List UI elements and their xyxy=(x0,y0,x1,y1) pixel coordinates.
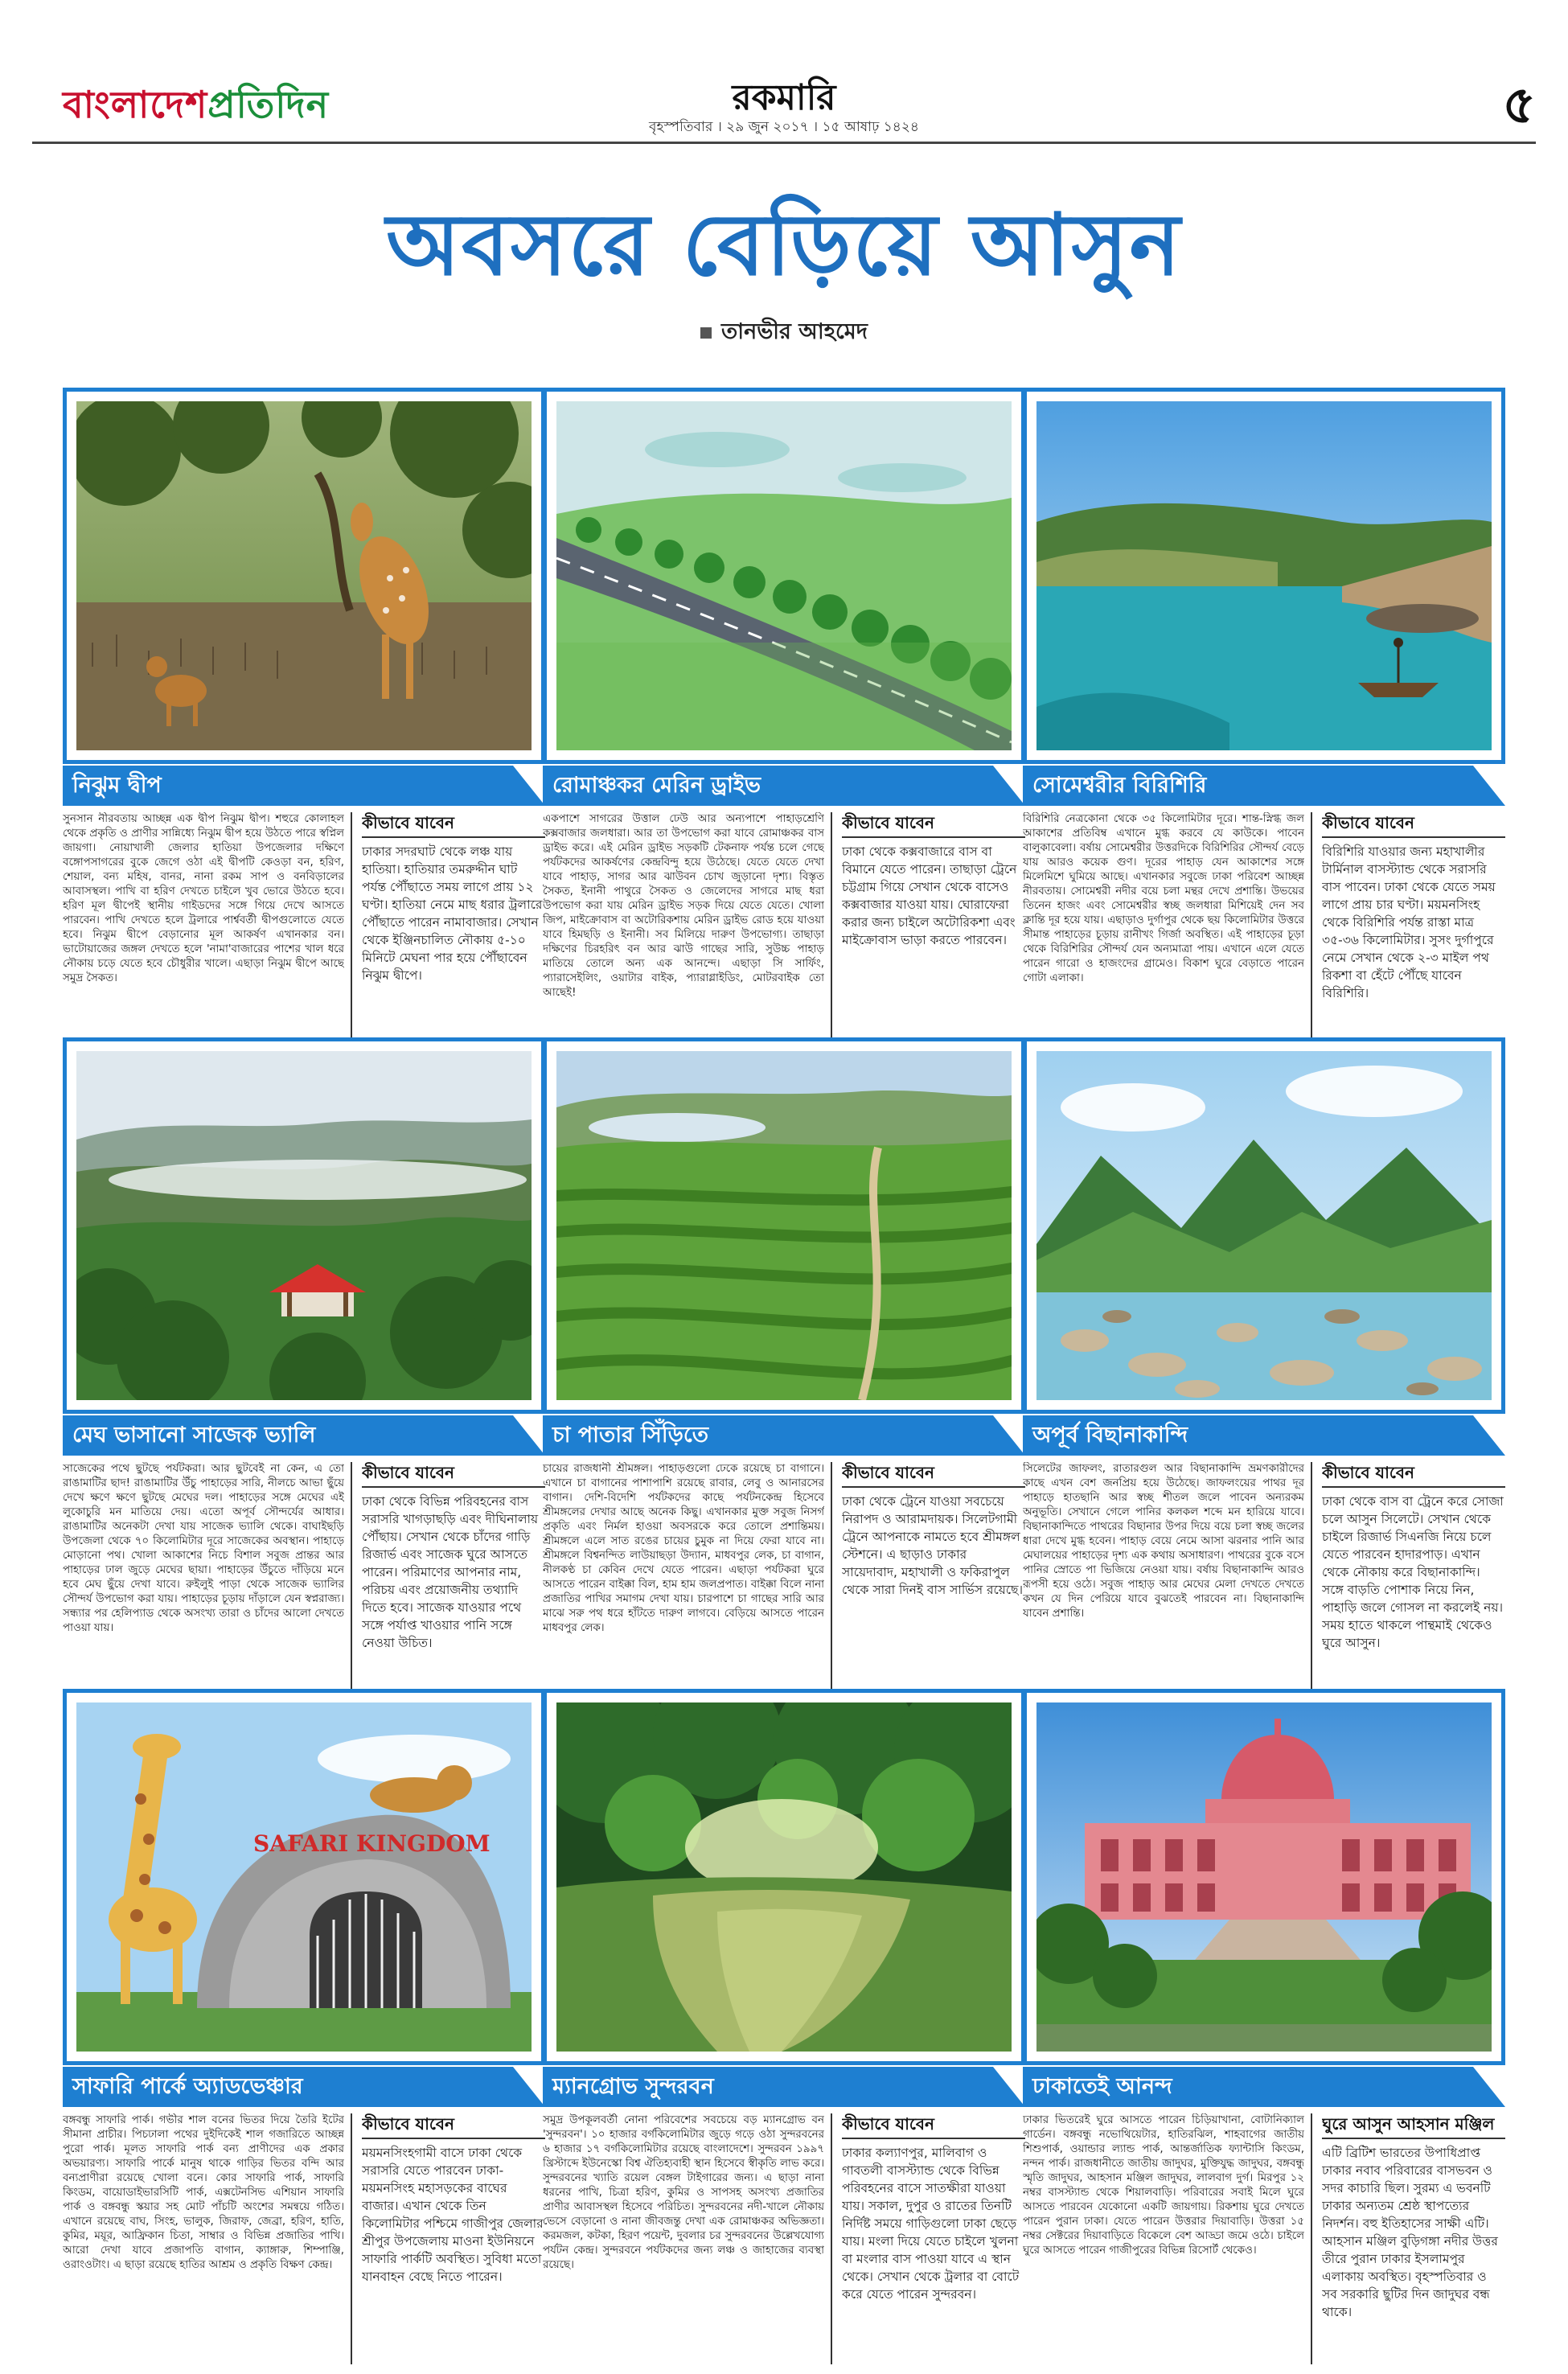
how-to-go-text: ঢাকা থেকে ট্রেনে যাওয়া সবচেয়ে নিরাপদ ও আরামদায়ক। সিলেটগামী ট্রেনে আপনাকে নামতে হবে শ্রীমঙ্গল স্টেশনে। এ ছাড়াও ঢাকার সায়েদাবাদ, মহাখালী ও ফকিরাপুল থেকে সারা দিনই বাস সার্ভিস রয়েছে। xyxy=(842,1494,1024,1597)
card-title: চা পাতার সিঁড়িতে xyxy=(543,1415,1025,1456)
how-to-go-title: কীভাবে যাবেন xyxy=(362,812,545,838)
how-to-go-box xyxy=(362,812,545,1068)
card-title: নিঝুম দ্বীপ xyxy=(63,766,545,806)
how-to-go-text: ঢাকা থেকে কক্সবাজারে বাস বা বিমানে যেতে পারেন। তাছাড়া ট্রেনে চট্টগ্রাম গিয়ে সেখান থেকে বাসেও কক্সবাজার যাওয়া যায়। ঘোরাফেরা করার জন্য চাইলে অটোরিকশা এবং মাইক্রোবাস ভাড়া করতে পারবেন। xyxy=(842,844,1017,947)
byline-author: তানভীর আহমেদ xyxy=(720,319,868,344)
how-to-go-text: ঢাকার কল্যাণপুর, মালিবাগ ও গাবতলী বাসস্ট্যান্ড থেকে বিভিন্ন পরিবহনের বাসে সাতক্ষীরা যাওয়া যায়। সকাল, দুপুর ও রাতের তিনটি নির্দিষ্ট সময়ে গাড়িগুলো ঢাকা ছেড়ে যায়। মংলা দিয়ে যেতে চাইলে খুলনা বা মংলার বাস পাওয়া যাবে এ স্থান থেকে। সেখান থেকে ট্রলার বা বোটে করে যেতে পারেন সুন্দরবন। xyxy=(842,2146,1020,2302)
photo-frame xyxy=(1023,1037,1505,1414)
card-title: রোমাঞ্চকর মেরিন ড্রাইভ xyxy=(543,766,1025,806)
river-boat-photo[interactable] xyxy=(1036,401,1492,750)
how-to-go-title: কীভাবে যাবেন xyxy=(1322,812,1505,838)
card-title: মেঘ ভাসানো সাজেক ভ্যালি xyxy=(63,1415,545,1456)
card-body-text: চায়ের রাজধানী শ্রীমঙ্গল। পাহাড়গুলো ঢেকে রয়েছে চা বাগানে। এখানে চা বাগানের পাশাপাশি রয়েছে রাবার, লেবু ও আনারসের বাগান। দেশি-বিদেশি পর্যটকদের কাছে পর্যটনকেন্দ্র হিসেবে শ্রীমঙ্গলের দেখার আছে অনেক কিছু। এখানকার মুক্ত সবুজ নিসর্গ প্রকৃতি এবং নির্মল হাওয়া অবসরকে করে তোলে প্রশান্তিময়। শ্রীমঙ্গলে এলে সাত রঙের চায়ের চুমুক না দিয়ে ফেরা যাবে না। শ্রীমঙ্গলে বিশ্বনন্দিত লাউয়াছড়া উদ্যান, মাধবপুর লেক, চা বাগান, নীলকণ্ঠ চা কেবিন দেখে যেতে পারেন। এছাড়া পর্যটকরা ঘুরে আসতে পারেন বাইক্কা বিল, হাম হাম জলপ্রপাত। বাইক্কা বিলে নানা প্রজাতির পাখির সমাগম দেখা যায়। চারপাশে চা গাছের সারি আর মাঝে সরু পথ ধরে হাঁটতে দারুণ লাগবে। বেড়িয়ে আসতে পারেন মাধবপুর লেক। xyxy=(543,1463,824,1634)
card-body-text: একপাশে সাগরের উত্তাল ঢেউ আর অন্যপাশে পাহাড়শ্রেণি কক্সবাজার জলধারা। আর তা উপভোগ করা যাবে রোমাঞ্চকর বাস ড্রাইভ করে। এই মেরিন ড্রাইভ সড়কটি টেকনাফ পর্যন্ত চলে গেছে পর্যটকদের আকর্ষণের কেন্দ্রবিন্দু হয়ে উঠেছে। যেতে যেতে দেখা যাবে পাহাড়, সাগর আর ঝাউবন চোখ জুড়ানো দৃশ্য। বিস্তৃত সৈকত, ইনানী পাথুরে সৈকত ও জেলেদের সাগরে মাছ ধরা উপভোগ করা যায় মেরিন ড্রাইভ সড়ক দিয়ে যেতে যেতে। খোলা জিপ, মাইক্রোবাস বা অটোরিকশায় মেরিন ড্রাইভ রোড হয়ে যাওয়া যাবে হিমছড়ি ও ইনানী। সব মিলিয়ে দারুণ উপভোগ্য। তাছাড়া দক্ষিণের চিরহরিৎ বন আর ঝাউ গাছের সারি, সুউচ্চ পাহাড় মাতিয়ে তোলে অন্য এক আনন্দে। এছাড়া সি সার্ফিং, প্যারাসেইলিং, ওয়াটার বাইক, প্যারাগ্লাইডিং, মোটরবাইক তো আছেই! xyxy=(543,813,824,999)
how-to-go-title: কীভাবে যাবেন xyxy=(1322,1462,1505,1488)
column-divider xyxy=(1311,2113,1312,2364)
photo-frame xyxy=(1023,1689,1505,2065)
card-body-text: ঢাকার ভিতরেই ঘুরে আসতে পারেন চিড়িয়াখানা, বোটানিক্যাল গার্ডেন। বঙ্গবন্ধু নভোথিয়েটার, হাতিরঝিল, শাহবাগের জাতীয় শিশুপার্ক, ওয়ান্ডার ল্যান্ড পার্ক, আন্তর্জাতিক ফ্যান্টাসি কিংডম, নন্দন পার্ক। রাজধানীতে জাতীয় জাদুঘর, মুক্তিযুদ্ধ জাদুঘর, বঙ্গবন্ধু স্মৃতি জাদুঘর, আহসান মঞ্জিল জাদুঘর, লালবাগ দুর্গ। মিরপুর ১২ নম্বর বাসস্ট্যান্ড থেকে শিয়ালবাড়ি। পরিবারের সবাই মিলে ঘুরে আসতে পারবেন যেকোনো একটি জায়গায়। রিকশায় ঘুরে দেখতে পারেন পুরান ঢাকা। যেতে পারেন উত্তরার দিয়াবাড়ি। উত্তরা ১৫ নম্বর সেক্টরের দিয়াবাড়িতে বিকেলে বেশ আড্ডা জমে ওঠে। চাইলে ঘুরে আসতে পারেন গাজীপুরের বিভিন্ন রিসোর্ট থেকেও। xyxy=(1023,2114,1304,2257)
how-to-go-text: বিরিশিরি যাওয়ার জন্য মহাখালীর টার্মিনাল বাসস্ট্যান্ড থেকে সরাসরি বাস পাবেন। ঢাকা থেকে যেতে সময় লাগে প্রায় চার ঘণ্টা। ময়মনসিংহ থেকে বিরিশিরি পর্যন্ত রাস্তা মাত্র ৩৫-৩৬ কিলোমিটার। সুসং দুর্গাপুরে নেমে সেখান থেকে ২-৩ মাইল পথ রিকশা বা হেঁটে পৌঁছে যাবেন বিরিশিরি। xyxy=(1322,844,1496,1000)
photo-frame xyxy=(543,1037,1025,1414)
how-to-go-box xyxy=(362,2113,545,2369)
photo-frame xyxy=(63,388,545,764)
how-to-go-box xyxy=(362,1462,545,1718)
column-divider xyxy=(351,1462,352,1713)
byline xyxy=(0,315,1568,351)
card-title: অপূর্ব বিছানাকান্দি xyxy=(1023,1415,1505,1456)
card-body-text: সুনসান নীরবতায় আচ্ছন্ন এক দ্বীপ নিঝুম দ্বীপ। শহুরে কোলাহল থেকে প্রকৃতি ও প্রাণীর সান্নিধ্যে নিঝুম দ্বীপ হয়ে উঠতে পারে স্বপ্নিল জায়গা। নোয়াখালী জেলার হাতিয়া উপজেলার দক্ষিণে বঙ্গোপসাগরের বুকে জেগে ওঠা এই দ্বীপটি কেওড়া বন, হরিণ, শেয়াল, বন্য মহিষ, বানর, নানা রকম সাপ ও বনবিড়ালের আবাসস্থল। পাখি বা হরিণ দেখতে চাইলে খুব ভোরে উঠতে হবে। হরিণ মূল দ্বীপেই স্থানীয় গাইডদের সঙ্গে গিয়ে দেখে আসতে পারবেন। পাখি দেখতে হলে ট্রলারে পার্শ্ববর্তী দ্বীপগুলোতে যেতে হবে। নিঝুম দ্বীপে বেড়ানোর মূল আকর্ষণ এখানকার বন। ভাটোয়াজের জঙ্গল দেখতে হলে 'নামা'বাজারের পাশের খাল ধরে নৌকায় চড়ে যেতে হবে চৌধুরীর খালে। এছাড়া নিঝুম দ্বীপে আছে সমুদ্র সৈকত। xyxy=(63,813,344,984)
sajek-hills-photo[interactable] xyxy=(76,1051,532,1400)
how-to-go-text: এটি ব্রিটিশ ভারতের উপাধিপ্রাপ্ত ঢাকার নবাব পরিবারের বাসভবন ও সদর কাচারি ছিল। সুরম্য এ ভবনটি ঢাকার অন্যতম শ্রেষ্ঠ স্থাপত্যের নিদর্শন। বহু ইতিহাসের সাক্ষী এটি। আহসান মঞ্জিল বুড়িগঙ্গা নদীর উত্তর তীরে পুরান ঢাকার ইসলামপুর এলাকায় অবস্থিত। বৃহস্পতিবার ও সব সরকারি ছুটির দিন জাদুঘর বন্ধ থাকে। xyxy=(1322,2146,1498,2319)
how-to-go-title: কীভাবে যাবেন xyxy=(842,812,1025,838)
logo-part-1: বাংলাদেশ xyxy=(63,83,208,126)
how-to-go-box xyxy=(1322,2113,1505,2369)
tea-garden-photo[interactable] xyxy=(556,1051,1012,1400)
how-to-go-text: ময়মনসিংহগামী বাসে ঢাকা থেকে সরাসরি যেতে পারবেন ঢাকা-ময়মনসিংহ মহাসড়কের বাঘের বাজার। এখান থেকে তিন কিলোমিটার পশ্চিমে গাজীপুর জেলার শ্রীপুর উপজেলায় মাওনা ইউনিয়নে সাফারি পার্কটি অবস্থিত। সুবিধা মতো যানবাহন বেছে নিতে পারেন। xyxy=(362,2146,544,2284)
ahsan-manzil-photo[interactable] xyxy=(1036,1702,1492,2052)
column-divider xyxy=(831,812,832,1063)
card-title: ঢাকাতেই আনন্দ xyxy=(1023,2067,1505,2107)
issue-date: বৃহস্পতিবার । ২৯ জুন ২০১৭ । ১৫ আষাঢ় ১৪২৪ xyxy=(649,119,919,135)
column-divider xyxy=(1311,1462,1312,1713)
card-title: সোমেশ্বরীর বিরিশিরি xyxy=(1023,766,1505,806)
bichanakandi-stones-photo[interactable] xyxy=(1036,1051,1492,1400)
how-to-go-title: কীভাবে যাবেন xyxy=(362,2113,545,2139)
sundarbans-river-photo[interactable] xyxy=(556,1702,1012,2052)
card-body-text: সমুদ্র উপকূলবর্তী নোনা পরিবেশের সবচেয়ে বড় ম্যানগ্রোভ বন 'সুন্দরবন'। ১০ হাজার বর্গকিলোমিটার জুড়ে গড়ে ওঠা সুন্দরবনের ৬ হাজার ১৭ বর্গকিলোমিটার রয়েছে বাংলাদেশে। সুন্দরবন ১৯৯৭ খ্রিস্টাব্দে ইউনেস্কো বিশ্ব ঐতিহ্যবাহী স্থান হিসেবে স্বীকৃতি লাভ করে। সুন্দরবনের খ্যাতি রয়েল বেঙ্গল টাইগারের জন্য। এ ছাড়া নানা ধরনের পাখি, চিত্রা হরিণ, কুমির ও সাপসহ অসংখ্য প্রজাতির প্রাণীর আবাসস্থল হিসেবে পরিচিত। সুন্দরবনের নদী-খালে নৌকায় ভেসে বেড়ানো ও নানা জীবজন্তু দেখা এক রোমাঞ্চকর অভিজ্ঞতা। করমজল, কটকা, হিরণ পয়েন্ট, দুবলার চর সুন্দরবনের উল্লেখযোগ্য পর্যটন কেন্দ্র। সুন্দরবনে পর্যটকদের জন্য লঞ্চ ও জাহাজের ব্যবস্থা রয়েছে। xyxy=(543,2114,824,2271)
photo-frame xyxy=(543,388,1025,764)
column-divider xyxy=(831,1462,832,1713)
byline-bullet-icon xyxy=(700,327,712,339)
how-to-go-box xyxy=(842,1462,1025,1718)
column-divider xyxy=(1311,812,1312,1063)
photo-frame xyxy=(63,1037,545,1414)
card-body-text: সিলেটের জাফলং, রাতারগুল আর বিছানাকান্দি ভ্রমণকারীদের কাছে এখন বেশ জনপ্রিয় হয়ে উঠেছে। জাফলংয়ের পাথর দূর পাহাড়ে হাতছানি আর স্বচ্ছ শীতল জলে পাবেন অন্যরকম অনুভূতি। সেখানে গেলে পানির কলকল শব্দে মন হারিয়ে যাবে। বিছানাকান্দিতে পাথরের বিছানার উপর দিয়ে বয়ে চলা স্বচ্ছ জলের ধারা দেখে মুগ্ধ হবেন। পাহাড় বেয়ে নেমে আসা ঝরনার পানি আর মেঘালয়ের পাহাড়ের দৃশ্য এক কথায় অসাধারণ। পাথরের বুকে বসে পানির স্রোতে পা ভিজিয়ে নেওয়া যায়। বর্ষায় বিছানাকান্দি আরও রূপসী হয়ে ওঠে। সবুজ পাহাড় আর মেঘের মেলা দেখতে দেখতে কখন যে দিন পেরিয়ে যাবে বুঝতেই পারবেন না। বিছানাকান্দি যাবেন প্রশান্তি। xyxy=(1023,1463,1304,1620)
article-headline: অবসরে বেড়িয়ে আসুন xyxy=(386,194,1182,294)
how-to-go-box xyxy=(1322,1462,1505,1718)
header-rule xyxy=(32,142,1536,144)
card-title: ম্যানগ্রোভ সুন্দরবন xyxy=(543,2067,1025,2107)
card-title: সাফারি পার্কে অ্যাডভেঞ্চার xyxy=(63,2067,545,2107)
photo-frame xyxy=(543,1689,1025,2065)
how-to-go-text: ঢাকা থেকে বিভিন্ন পরিবহনের বাস সরাসরি খাগড়াছড়ি এবং দীঘিনালায় পৌঁছায়। সেখান থেকে চাঁদের গাড়ি রিজার্ভ এবং সাজেক ঘুরে আসতে পারেন। পরিমাণের আপনার নাম, পরিচয় এবং প্রয়োজনীয় তথ্যাদি দিতে হবে। সাজেক যাওয়ার পথে সঙ্গে পর্যাপ্ত খাওয়ার পানি সঙ্গে নেওয়া উচিত। xyxy=(362,1494,539,1650)
photo-frame xyxy=(63,1689,545,2065)
deer-mangrove-photo[interactable] xyxy=(76,401,532,750)
how-to-go-box xyxy=(842,812,1025,1068)
card-body-text: বিরিশিরি নেত্রকোনা থেকে ৩৫ কিলোমিটার দূরে। শান্ত-স্নিগ্ধ জল আকাশের প্রতিবিম্ব এখানে মুগ্ধ করবে যে কাউকে। পাবেন বালুকাবেলা। বর্ষায় সোমেশ্বরীর উত্তরদিকে বিরিশিরির সৌন্দর্য বেড়ে যায় আরও কয়েক গুণ। দূরের পাহাড় যেন আকাশের সঙ্গে মিলেমিশে ঘুমিয়ে আছে। এখানকার সবুজে ঢাকা পরিবেশ আচ্ছন্ন নীরবতায়। সোমেশ্বরী নদীর বয়ে চলা মন্থর দেখে প্রশান্তি। উভয়ের তিনেন হাজং এবং সোমেশ্বরীর স্বচ্ছ জলধারা মিশিয়েই দেন সব ক্লান্তি দূর হয়ে যায়। এছাড়াও দুর্গাপুর থেকে ছয় কিলোমিটার উত্তরে সীমান্ত পাহাড়ের চূড়ায় রানীখং গির্জা অবস্থিত। এই পাহাড়ের চূড়া থেকে বিরিশিরির সৌন্দর্য যেন অন্যমাত্রা পায়। এখানে এলে যেতে পারেন গারো ও হাজংদের গ্রামেও। বিকাশ ঘুরে বেড়াতে পারেন গোটা এলাকা। xyxy=(1023,813,1304,984)
how-to-go-title: কীভাবে যাবেন xyxy=(842,1462,1025,1488)
column-divider xyxy=(831,2113,832,2364)
how-to-go-title: ঘুরে আসুন আহসান মঞ্জিল xyxy=(1322,2113,1505,2139)
safari-sign-text: SAFARI KINGDOM xyxy=(253,1830,491,1857)
column-divider xyxy=(351,2113,352,2364)
how-to-go-title: কীভাবে যাবেন xyxy=(842,2113,1025,2139)
photo-frame xyxy=(1023,388,1505,764)
masthead xyxy=(0,0,1568,141)
how-to-go-text: ঢাকার সদরঘাট থেকে লঞ্চ যায় হাতিয়া। হাতিয়ার তমরুদ্দীন ঘাট পর্যন্ত পৌঁছাতে সময় লাগে প্রায় ১২ ঘণ্টা। হাতিয়া নেমে মাছ ধরার ট্রলারে পৌঁছাতে পারেন নামাবাজার। সেখান থেকে ইঞ্জিনচালিত নৌকায় ৫-১০ মিনিটে মেঘনা পার হয়ে পৌঁছাবেন নিঝুম দ্বীপে। xyxy=(362,844,543,983)
logo-part-2: প্রতিদিন xyxy=(207,83,330,126)
card-body-text: সাজেকের পথে ছুটছে পর্যটকরা। আর ছুটবেই না কেন, এ তো রাঙামাটির ছাদ! রাঙামাটির উঁচু পাহাড়ের সারি, নীলচে আভা ছুঁয়ে দেখে ক্ষণে ক্ষণে ছুটছে মেঘের দল। পাহাড়ের সঙ্গে মেঘের এই লুকোচুরি মন মাতিয়ে দেয়। এতো অপূর্ব সৌন্দর্যের আধার। রাঙামাটির অনেকটা দেখা যায় সাজেক ভ্যালি থেকে। বাঘাইছড়ি উপজেলা থেকে ৭০ কিলোমিটার দূরে সাজেকের অবস্থান। পাহাড়ে মোড়ানো পথ। খোলা আকাশের নিচে বিশাল সবুজ প্রান্তর আর পাহাড়ের ঢাল জুড়ে মেঘের ছায়া। পাহাড়ের উঁচুতে দাঁড়িয়ে মনে হবে মেঘ ছুঁয়ে দেখা যাবে। রুইলুই পাড়া থেকে সাজেক ভ্যালির সৌন্দর্য উপভোগ করা যায়। পাহাড়ের চূড়ায় দাঁড়ালে যেন স্বপ্নরাজ্য। সন্ধ্যার পর হেলিপ্যাড থেকে অসংখ্য তারা ও চাঁদের আলো দেখতে পাওয়া যায়। xyxy=(63,1463,344,1634)
page-number: ৫ xyxy=(1502,75,1536,135)
how-to-go-box xyxy=(842,2113,1025,2369)
card-body-text: বঙ্গবন্ধু সাফারি পার্ক। গভীর শাল বনের ভিতর দিয়ে তৈরি ইটের সীমানা প্রাচীর। পিচঢালা পথের দুইদিকেই শাল গজারিতে আচ্ছন্ন পুরো পার্ক। মূলত সাফারি পার্ক বন্য প্রাণীদের এক প্রকার অভয়ারণ্য। সাফারি পার্কে মানুষ থাকে গাড়ির ভিতর বন্দি আর বন্যপ্রাণীরা রয়েছে খোলা বনে। কোর সাফারি পার্ক, সাফারি কিংডম, বায়োডাইভারসিটি পার্ক, এক্সটেনসিভ এশিয়ান সাফারি পার্ক ও বঙ্গবন্ধু স্কয়ার সহ মোট পাঁচটি অংশের সমন্বয়ে গঠিত। এখানে রয়েছে বাঘ, সিংহ, ভালুক, জিরাফ, জেব্রা, হরিণ, হাতি, কুমির, ময়ূর, আফ্রিকান চিতা, সাম্বার ও বিভিন্ন প্রজাতির পাখি। আরো দেখা যাবে প্রজাপতি বাগান, ক্যাঙ্গারু, শিম্পাঞ্জি, ওরাংওটাং। এ ছাড়া রয়েছে হাতির আশ্রম ও প্রকৃতি বিক্ষণ কেন্দ্র। xyxy=(63,2114,344,2271)
marine-drive-road-photo[interactable] xyxy=(556,401,1012,750)
how-to-go-box xyxy=(1322,812,1505,1068)
how-to-go-title: কীভাবে যাবেন xyxy=(362,1462,545,1488)
section-name: রকমারি xyxy=(732,77,836,118)
column-divider xyxy=(351,812,352,1063)
safari-kingdom-gate-photo[interactable] xyxy=(76,1702,532,2052)
how-to-go-text: ঢাকা থেকে বাস বা ট্রেনে করে সোজা চলে আসুন সিলেটে। সেখান থেকে চাইলে রিজার্ভ সিএনজি নিয়ে চলে যেতে পারবেন হাদারপাড়। এখান থেকে নৌকায় করে বিছানাকান্দি। সঙ্গে বাড়তি পোশাক নিয়ে নিন, পাহাড়ি জলে গোসল না করলেই নয়। সময় হাতে থাকলে পান্থমাই থেকেও ঘুরে আসুন। xyxy=(1322,1494,1504,1650)
